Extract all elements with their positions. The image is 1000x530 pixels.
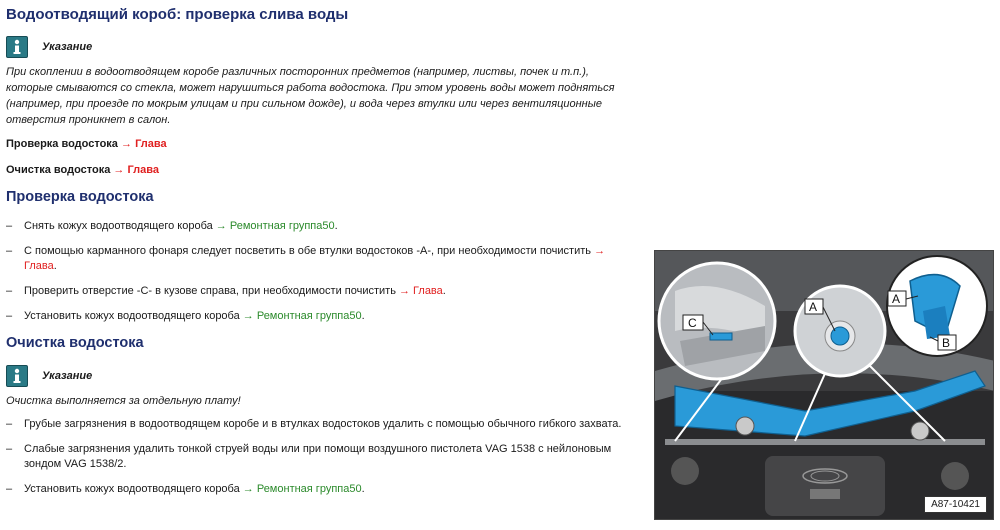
- repair-group-link[interactable]: → Ремонтная группа50: [242, 310, 362, 322]
- note-title: Указание: [42, 41, 93, 53]
- repair-group-link[interactable]: → Ремонтная группа50: [215, 220, 335, 232]
- list-item: – С помощью карманного фонаря следует посветить в обе втулки водостоков -A-, при необходимости почистить → Глава.: [6, 245, 606, 272]
- list-item: – Снять кожух водоотводящего короба → Ремонтная группа50.: [6, 220, 338, 232]
- figure-id: A87-10421: [924, 496, 987, 513]
- list-item: – Установить кожух водоотводящего короба → Ремонтная группа50.: [6, 310, 365, 322]
- note-header: [6, 365, 636, 387]
- arrow-icon: →: [113, 164, 125, 176]
- chapter-link[interactable]: Глава: [127, 164, 159, 176]
- engine-bay-figure: [654, 250, 994, 520]
- chapter-link[interactable]: → Глава: [24, 245, 606, 272]
- note-header: [6, 36, 636, 58]
- page-title: Водоотводящий короб: проверка слива воды: [6, 6, 349, 23]
- toc-link-check[interactable]: Проверка водостока → Глава: [6, 138, 167, 150]
- chapter-link[interactable]: Глава: [135, 138, 167, 150]
- document-content: [6, 6, 636, 507]
- list-item: – Проверить отверстие -C- в кузове справа, при необходимости почистить → Глава.: [6, 285, 446, 297]
- note-text: При скоплении в водоотводящем коробе различных посторонних предметов (например, листвы, почек и т.п.), которые смываются со стекла, может нарушиться работа водостока. При этом уровень воды может подняться (например, при проезде по мокрым улицам и при сильном дожде), и вода через втулки или через вентиляционные отверстия проникнет в салон.: [6, 66, 615, 126]
- list-item: – Слабые загрязнения удалить тонкой струей воды или при помощи воздушного пистолета VAG 1538 с нейлоновым зондом VAG 1538/2.: [6, 443, 612, 470]
- toc-link-clean[interactable]: Очистка водостока → Глава: [6, 164, 159, 176]
- info-icon: [6, 36, 28, 58]
- note-title: Указание: [42, 370, 93, 382]
- engine-bay-illustration: [655, 251, 994, 520]
- section-heading-check: Проверка водостока: [6, 189, 154, 205]
- clean-steps-list: [6, 417, 636, 497]
- list-item: – Грубые загрязнения в водоотводящем коробе и в втулках водостоков удалить с помощью обычного гибкого захвата.: [6, 418, 622, 430]
- chapter-link[interactable]: → Глава: [399, 285, 443, 297]
- note-text: Очистка выполняется за отдельную плату!: [6, 395, 241, 407]
- label-a-center: A: [809, 300, 818, 314]
- check-steps-list: [6, 219, 636, 324]
- repair-group-link[interactable]: → Ремонтная группа50: [242, 483, 362, 495]
- label-a-right: A: [892, 292, 901, 306]
- list-item: – Установить кожух водоотводящего короба → Ремонтная группа50.: [6, 483, 365, 495]
- section-heading-clean: Очистка водостока: [6, 335, 144, 351]
- label-b: B: [942, 336, 951, 350]
- info-icon: [6, 365, 28, 387]
- label-c: C: [688, 316, 697, 330]
- arrow-icon: →: [121, 138, 132, 150]
